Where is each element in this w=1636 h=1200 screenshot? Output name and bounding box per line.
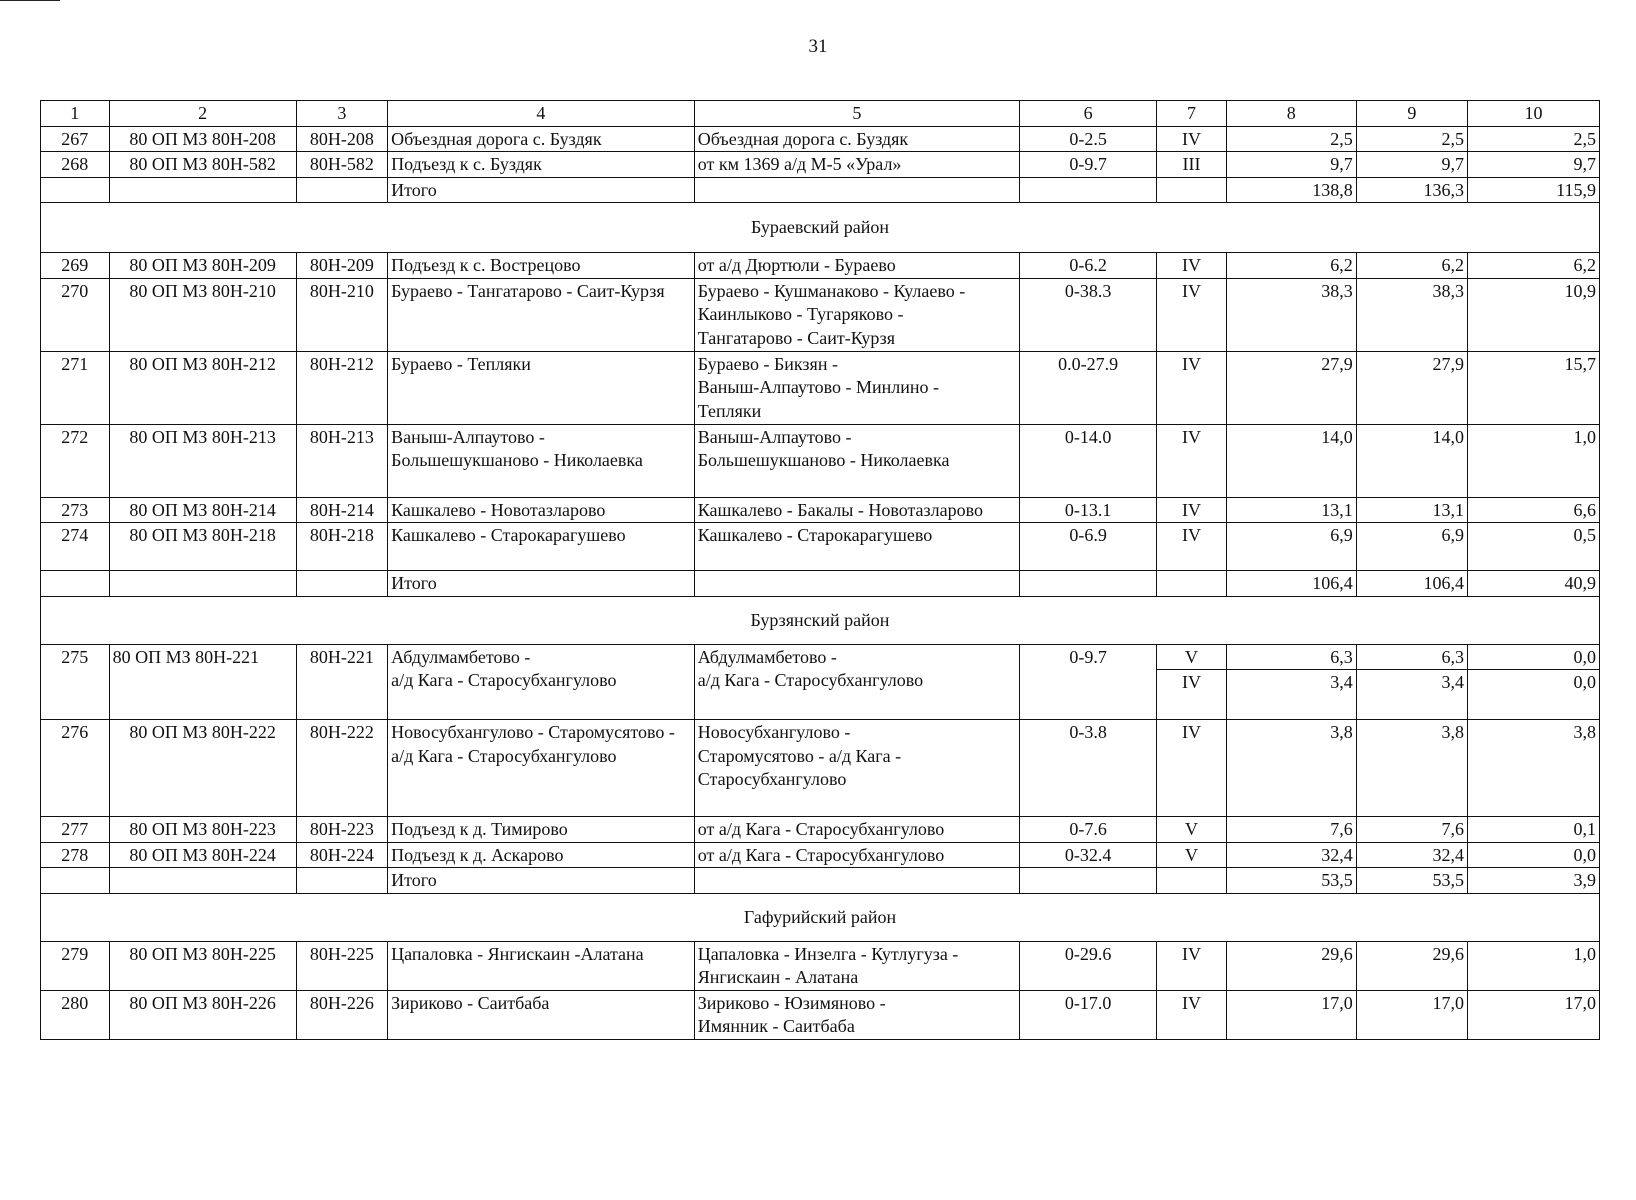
header-cell: 6 [1020, 101, 1157, 127]
table-row [41, 720, 1600, 817]
name-line: Новосубхангулово - Старомусятово - [391, 722, 675, 742]
name-line: а/д Кага - Старосубхангулово [391, 670, 617, 690]
road-name: Подъезд к д. Тимирово [388, 817, 695, 843]
road-short-id: 80Н-226 [296, 990, 387, 1039]
name-line: Большешукшаново - Николаевка [391, 450, 643, 470]
road-short-id: 80Н-213 [296, 424, 387, 497]
road-category: IV [1157, 941, 1227, 990]
value-col-8: 3,8 [1226, 720, 1356, 817]
road-name: Бураево - Тепляки [388, 351, 695, 424]
road-category: IV [1157, 497, 1227, 523]
header-cell: 3 [296, 101, 387, 127]
page-corner-mark [0, 0, 60, 1]
value-col-10: 15,7 [1467, 351, 1599, 424]
km-range: 0-2.5 [1020, 126, 1157, 152]
row-number: 276 [41, 720, 110, 817]
road-route: от а/д Кага - Старосубхангулово [694, 842, 1019, 868]
value-col-9: 32,4 [1356, 842, 1467, 868]
value-col-8: 2,5 [1226, 126, 1356, 152]
table-row [41, 497, 1600, 523]
km-range: 0-9.7 [1020, 152, 1157, 178]
row-number: 268 [41, 152, 110, 178]
value-col-10: 10,9 [1467, 278, 1599, 351]
road-category: IV [1157, 253, 1227, 279]
road-category: IV [1157, 351, 1227, 424]
road-category: IV [1157, 990, 1227, 1039]
value-col-9: 38,3 [1356, 278, 1467, 351]
value-col-10: 2,5 [1467, 126, 1599, 152]
road-category: III [1157, 152, 1227, 178]
roads-table [40, 100, 1600, 1040]
km-range: 0-13.1 [1020, 497, 1157, 523]
road-short-id: 80Н-212 [296, 351, 387, 424]
table-row [41, 842, 1600, 868]
road-short-id: 80Н-214 [296, 497, 387, 523]
route-line: а/д Кага - Старосубхангулово [697, 670, 924, 690]
total-col-9: 53,5 [1356, 868, 1467, 894]
road-short-id: 80Н-208 [296, 126, 387, 152]
road-name: Подъезд к д. Аскарово [388, 842, 695, 868]
route-line: Ваныш-Алпаутово - Минлино - [697, 377, 939, 397]
route-line: Янгискаин - Алатана [697, 967, 859, 987]
header-cell: 9 [1356, 101, 1467, 127]
road-name: Объездная дорога с. Буздяк [388, 126, 695, 152]
road-route: от км 1369 а/д М-5 «Урал» [694, 152, 1019, 178]
row-number: 273 [41, 497, 110, 523]
road-category: V [1157, 817, 1227, 843]
value-col-10: 1,0 [1467, 941, 1599, 990]
road-id: 80 ОП МЗ 80Н-214 [109, 497, 296, 523]
road-category: IV [1157, 523, 1227, 571]
section-title: Гафурийский район [41, 893, 1600, 941]
road-short-id: 80Н-225 [296, 941, 387, 990]
name-line: Ваныш-Алпаутово - [391, 426, 545, 447]
route-line: Абдулмамбетово - [697, 646, 837, 667]
section-title: Бурзянский район [41, 596, 1600, 644]
value-col-9: 3,8 [1356, 720, 1467, 817]
value-col-9: 2,5 [1356, 126, 1467, 152]
km-range: 0-7.6 [1020, 817, 1157, 843]
total-label: Итого [388, 177, 695, 203]
km-range: 0-29.6 [1020, 941, 1157, 990]
road-id: 80 ОП МЗ 80Н-209 [109, 253, 296, 279]
road-short-id: 80Н-582 [296, 152, 387, 178]
row-number: 280 [41, 990, 110, 1039]
road-id: 80 ОП МЗ 80Н-223 [109, 817, 296, 843]
road-name [388, 720, 695, 817]
table-row [41, 351, 1600, 424]
section-row [41, 203, 1600, 253]
km-range: 0-3.8 [1020, 720, 1157, 817]
road-route [694, 941, 1019, 990]
road-short-id: 80Н-210 [296, 278, 387, 351]
road-name [388, 644, 695, 720]
km-range: 0-32.4 [1020, 842, 1157, 868]
total-col-9: 106,4 [1356, 571, 1467, 597]
road-short-id: 80Н-209 [296, 253, 387, 279]
header-cell: 1 [41, 101, 110, 127]
km-range: 0-17.0 [1020, 990, 1157, 1039]
value-col-8: 29,6 [1226, 941, 1356, 990]
road-route: Кашкалево - Бакалы - Новотазларово [694, 497, 1019, 523]
section-title: Бураевский район [41, 203, 1600, 253]
road-name [388, 424, 695, 497]
road-name: Кашкалево - Новотазларово [388, 497, 695, 523]
road-id: 80 ОП МЗ 80Н-221 [109, 644, 296, 720]
total-col-10: 115,9 [1467, 177, 1599, 203]
road-category: IV [1157, 126, 1227, 152]
route-line: Старосубхангулово [697, 769, 847, 789]
km-range: 0-9.7 [1020, 644, 1157, 720]
value-col-10: 17,0 [1467, 990, 1599, 1039]
value-col-10: 0,5 [1467, 523, 1599, 571]
row-number: 270 [41, 278, 110, 351]
road-category: IV [1157, 720, 1227, 817]
page-number: 31 [808, 36, 828, 57]
road-route: от а/д Кага - Старосубхангулово [694, 817, 1019, 843]
total-label: Итого [388, 868, 695, 894]
section-row [41, 893, 1600, 941]
road-id: 80 ОП МЗ 80Н-226 [109, 990, 296, 1039]
row-number: 275 [41, 644, 110, 720]
route-line: Тангатарово - Саит-Курзя [697, 327, 895, 348]
road-id: 80 ОП МЗ 80Н-210 [109, 278, 296, 351]
value-col-8: 6,2 [1226, 253, 1356, 279]
value-col-8: 14,0 [1226, 424, 1356, 497]
road-id: 80 ОП МЗ 80Н-224 [109, 842, 296, 868]
table-row [41, 126, 1600, 152]
road-id: 80 ОП МЗ 80Н-582 [109, 152, 296, 178]
table-row [41, 523, 1600, 571]
row-number: 269 [41, 253, 110, 279]
road-id: 80 ОП МЗ 80Н-218 [109, 523, 296, 571]
road-route [694, 278, 1019, 351]
table-row [41, 152, 1600, 178]
km-range: 0.0-27.9 [1020, 351, 1157, 424]
road-route: Кашкалево - Старокарагушево [694, 523, 1019, 571]
road-route [694, 424, 1019, 497]
road-name: Подъезд к с. Буздяк [388, 152, 695, 178]
road-short-id: 80Н-224 [296, 842, 387, 868]
value-col-8: 7,6 [1226, 817, 1356, 843]
road-name: Бураево - Тангатарово - Саит-Курзя [388, 278, 695, 351]
total-row [41, 177, 1600, 203]
name-line: а/д Кага - Старосубхангулово [391, 745, 617, 766]
total-col-9: 136,3 [1356, 177, 1467, 203]
value-col-8: 38,3 [1226, 278, 1356, 351]
value-col-10: 1,0 [1467, 424, 1599, 497]
route-line: Каинлыково - Тугаряково - [697, 304, 904, 324]
value-col-8: 3,4 [1226, 670, 1356, 720]
value-col-10: 3,8 [1467, 720, 1599, 817]
road-id: 80 ОП МЗ 80Н-208 [109, 126, 296, 152]
route-line: Зириково - Юзимяново - [697, 992, 886, 1013]
value-col-9: 7,6 [1356, 817, 1467, 843]
value-col-10: 6,6 [1467, 497, 1599, 523]
table-row [41, 424, 1600, 497]
km-range: 0-38.3 [1020, 278, 1157, 351]
road-category: V [1157, 842, 1227, 868]
road-name: Подъезд к с. Вострецово [388, 253, 695, 279]
value-col-9: 9,7 [1356, 152, 1467, 178]
value-col-9: 6,2 [1356, 253, 1467, 279]
road-category: IV [1157, 670, 1227, 720]
value-col-9: 6,9 [1356, 523, 1467, 571]
road-route: Объездная дорога с. Буздяк [694, 126, 1019, 152]
road-route [694, 720, 1019, 817]
value-col-8: 9,7 [1226, 152, 1356, 178]
road-route [694, 644, 1019, 720]
value-col-8: 6,3 [1226, 644, 1356, 670]
value-col-9: 27,9 [1356, 351, 1467, 424]
row-number: 271 [41, 351, 110, 424]
row-number: 277 [41, 817, 110, 843]
row-number: 274 [41, 523, 110, 571]
value-col-9: 6,3 [1356, 644, 1467, 670]
route-line: Имянник - Саитбаба [697, 1016, 855, 1036]
value-col-9: 29,6 [1356, 941, 1467, 990]
table-row [41, 278, 1600, 351]
header-cell: 8 [1226, 101, 1356, 127]
row-number: 278 [41, 842, 110, 868]
road-route: от а/д Дюртюли - Бураево [694, 253, 1019, 279]
road-category: V [1157, 644, 1227, 670]
value-col-8: 6,9 [1226, 523, 1356, 571]
table-row [41, 817, 1600, 843]
total-col-10: 3,9 [1467, 868, 1599, 894]
road-route [694, 351, 1019, 424]
value-col-10: 9,7 [1467, 152, 1599, 178]
total-col-8: 53,5 [1226, 868, 1356, 894]
table-row [41, 941, 1600, 990]
value-col-8: 17,0 [1226, 990, 1356, 1039]
section-row [41, 596, 1600, 644]
road-category: IV [1157, 278, 1227, 351]
road-id: 80 ОП МЗ 80Н-222 [109, 720, 296, 817]
table-row [41, 253, 1600, 279]
header-row [41, 101, 1600, 127]
table-row [41, 644, 1600, 670]
row-number: 272 [41, 424, 110, 497]
route-line: Тепляки [697, 400, 762, 421]
road-id: 80 ОП МЗ 80Н-225 [109, 941, 296, 990]
road-route [694, 990, 1019, 1039]
route-line: Старомусятово - а/д Кага - [697, 745, 902, 766]
road-name: Зириково - Саитбаба [388, 990, 695, 1039]
route-line: Большешукшаново - Николаевка [697, 450, 950, 470]
value-col-10: 6,2 [1467, 253, 1599, 279]
value-col-10: 0,0 [1467, 842, 1599, 868]
value-col-10: 0,0 [1467, 644, 1599, 670]
road-short-id: 80Н-223 [296, 817, 387, 843]
route-line: Бураево - Кушманаково - Кулаево - [697, 280, 966, 301]
total-row [41, 868, 1600, 894]
row-number: 279 [41, 941, 110, 990]
km-range: 0-6.9 [1020, 523, 1157, 571]
road-short-id: 80Н-221 [296, 644, 387, 720]
road-short-id: 80Н-222 [296, 720, 387, 817]
km-range: 0-6.2 [1020, 253, 1157, 279]
table-row [41, 990, 1600, 1039]
value-col-8: 13,1 [1226, 497, 1356, 523]
header-cell: 7 [1157, 101, 1227, 127]
route-line: Новосубхангулово - [697, 722, 851, 742]
total-col-10: 40,9 [1467, 571, 1599, 597]
km-range: 0-14.0 [1020, 424, 1157, 497]
value-col-8: 27,9 [1226, 351, 1356, 424]
value-col-9: 14,0 [1356, 424, 1467, 497]
header-cell: 10 [1467, 101, 1599, 127]
road-id: 80 ОП МЗ 80Н-213 [109, 424, 296, 497]
value-col-10: 0,1 [1467, 817, 1599, 843]
route-line: Цапаловка - Инзелга - Кутлугуза - [697, 943, 959, 964]
road-category: IV [1157, 424, 1227, 497]
header-cell: 4 [388, 101, 695, 127]
road-id: 80 ОП МЗ 80Н-212 [109, 351, 296, 424]
route-line: Бураево - Бикзян - [697, 353, 838, 374]
road-name: Кашкалево - Старокарагушево [388, 523, 695, 571]
total-col-8: 106,4 [1226, 571, 1356, 597]
value-col-9: 3,4 [1356, 670, 1467, 720]
total-row [41, 571, 1600, 597]
total-label: Итого [388, 571, 695, 597]
value-col-8: 32,4 [1226, 842, 1356, 868]
route-line: Ваныш-Алпаутово - [697, 426, 852, 447]
total-col-8: 138,8 [1226, 177, 1356, 203]
name-line: Абдулмамбетово - [391, 646, 531, 667]
value-col-9: 13,1 [1356, 497, 1467, 523]
road-name: Цапаловка - Янгискаин -Алатана [388, 941, 695, 990]
value-col-9: 17,0 [1356, 990, 1467, 1039]
header-cell: 5 [694, 101, 1019, 127]
road-short-id: 80Н-218 [296, 523, 387, 571]
row-number: 267 [41, 126, 110, 152]
value-col-10: 0,0 [1467, 670, 1599, 720]
header-cell: 2 [109, 101, 296, 127]
